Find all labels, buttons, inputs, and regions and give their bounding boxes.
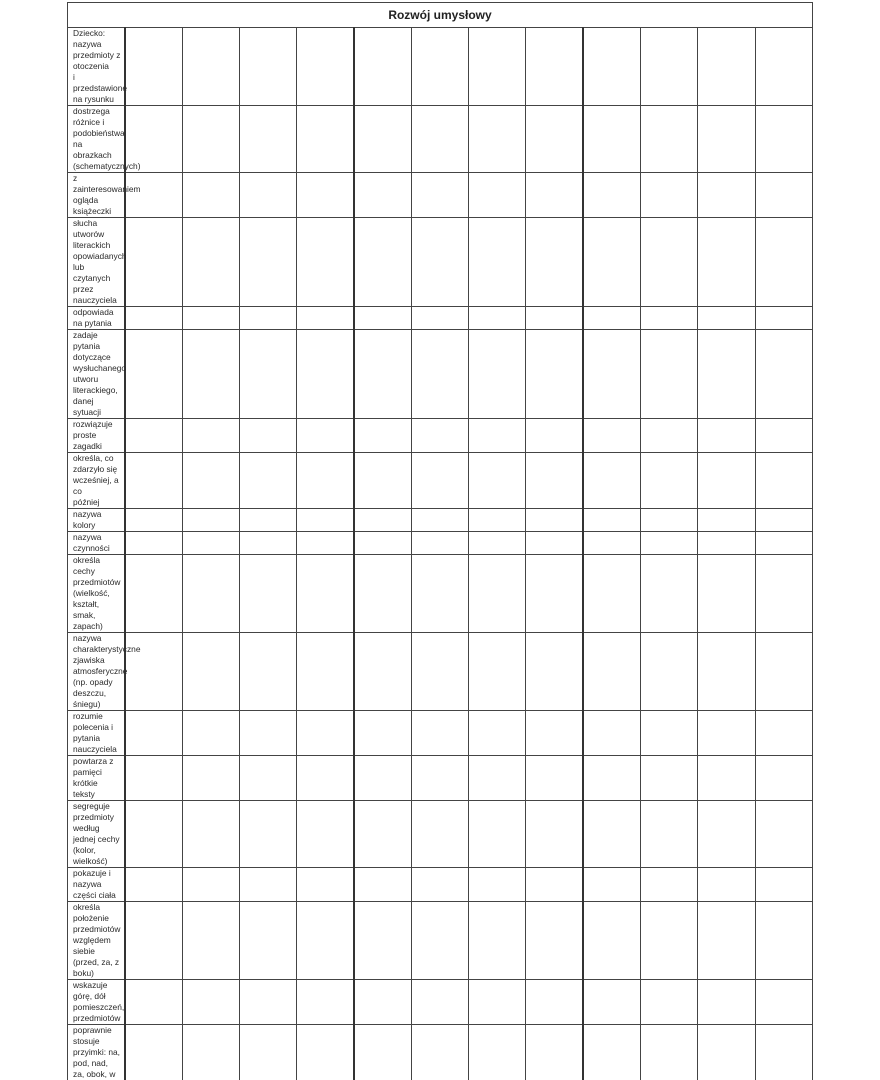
skill-label: określa, co zdarzyło się wcześniej, a co później xyxy=(68,453,125,509)
mark-cell[interactable] xyxy=(182,532,239,555)
mark-cell[interactable] xyxy=(755,868,812,902)
mark-cell[interactable] xyxy=(182,419,239,453)
mark-cell[interactable] xyxy=(640,28,697,106)
mark-cell[interactable] xyxy=(526,532,583,555)
mark-cell[interactable] xyxy=(354,419,411,453)
skill-label: rozumie polecenia i pytania nauczyciela xyxy=(68,711,125,756)
mark-cell[interactable] xyxy=(239,106,296,173)
mark-cell[interactable] xyxy=(411,28,468,106)
table-row xyxy=(68,633,813,711)
mark-cell[interactable] xyxy=(182,307,239,330)
mark-cell[interactable] xyxy=(354,218,411,307)
mark-cell[interactable] xyxy=(698,509,755,532)
mark-cell[interactable] xyxy=(125,307,182,330)
mark-cell[interactable] xyxy=(354,532,411,555)
table-row xyxy=(68,902,813,980)
mark-cell[interactable] xyxy=(354,756,411,801)
mark-cell[interactable] xyxy=(297,509,354,532)
mark-cell[interactable] xyxy=(125,801,182,868)
skill-label: pokazuje i nazywa części ciała xyxy=(68,868,125,902)
mark-cell[interactable] xyxy=(640,1025,697,1080)
mark-cell[interactable] xyxy=(354,106,411,173)
mark-cell[interactable] xyxy=(469,532,526,555)
mark-cell[interactable] xyxy=(125,756,182,801)
mark-cell[interactable] xyxy=(297,419,354,453)
mark-cell[interactable] xyxy=(755,173,812,218)
mark-cell[interactable] xyxy=(469,453,526,509)
mark-cell[interactable] xyxy=(297,902,354,980)
mark-cell[interactable] xyxy=(411,1025,468,1080)
mark-cell[interactable] xyxy=(526,801,583,868)
table-row xyxy=(68,509,813,532)
mark-cell[interactable] xyxy=(698,980,755,1025)
mark-cell[interactable] xyxy=(411,453,468,509)
mark-cell[interactable] xyxy=(583,330,640,419)
skill-label: odpowiada na pytania xyxy=(68,307,125,330)
mark-cell[interactable] xyxy=(239,1025,296,1080)
mark-cell[interactable] xyxy=(411,218,468,307)
mark-cell[interactable] xyxy=(125,633,182,711)
skill-label: nazywa czynności xyxy=(68,532,125,555)
mark-cell[interactable] xyxy=(239,330,296,419)
mark-cell[interactable] xyxy=(125,419,182,453)
mark-cell[interactable] xyxy=(297,633,354,711)
mark-cell[interactable] xyxy=(239,756,296,801)
mark-cell[interactable] xyxy=(698,868,755,902)
mark-cell[interactable] xyxy=(469,711,526,756)
skill-label: nazywa charakterystyczne zjawiska atmosferyczne (np. opady deszczu, śniegu) xyxy=(68,633,125,711)
mark-cell[interactable] xyxy=(755,419,812,453)
mark-cell[interactable] xyxy=(755,330,812,419)
mark-cell[interactable] xyxy=(698,173,755,218)
mark-cell[interactable] xyxy=(698,801,755,868)
mark-cell[interactable] xyxy=(297,532,354,555)
mark-cell[interactable] xyxy=(640,307,697,330)
skill-label: dostrzega różnice i podobieństwa na obrazkach (schematycznych) xyxy=(68,106,125,173)
mark-cell[interactable] xyxy=(297,756,354,801)
mark-cell[interactable] xyxy=(469,218,526,307)
mark-cell[interactable] xyxy=(354,801,411,868)
mark-cell[interactable] xyxy=(354,1025,411,1080)
mark-cell[interactable] xyxy=(469,980,526,1025)
mark-cell[interactable] xyxy=(526,307,583,330)
mark-cell[interactable] xyxy=(182,1025,239,1080)
assessment-sheet xyxy=(67,2,813,1080)
mark-cell[interactable] xyxy=(583,555,640,633)
mark-cell[interactable] xyxy=(640,173,697,218)
mark-cell[interactable] xyxy=(698,555,755,633)
mark-cell[interactable] xyxy=(354,980,411,1025)
mark-cell[interactable] xyxy=(411,633,468,711)
mark-cell[interactable] xyxy=(640,980,697,1025)
mark-cell[interactable] xyxy=(755,1025,812,1080)
mark-cell[interactable] xyxy=(526,868,583,902)
mark-cell[interactable] xyxy=(698,1025,755,1080)
table-row xyxy=(68,756,813,801)
mark-cell[interactable] xyxy=(469,28,526,106)
mark-cell[interactable] xyxy=(182,106,239,173)
mark-cell[interactable] xyxy=(469,801,526,868)
mark-cell[interactable] xyxy=(583,868,640,902)
mark-cell[interactable] xyxy=(239,555,296,633)
mark-cell[interactable] xyxy=(182,509,239,532)
mark-cell[interactable] xyxy=(182,801,239,868)
table-row xyxy=(68,980,813,1025)
mark-cell[interactable] xyxy=(526,555,583,633)
mark-cell[interactable] xyxy=(469,307,526,330)
mark-cell[interactable] xyxy=(239,868,296,902)
mark-cell[interactable] xyxy=(182,633,239,711)
mark-cell[interactable] xyxy=(640,532,697,555)
mark-cell[interactable] xyxy=(640,453,697,509)
mark-cell[interactable] xyxy=(239,509,296,532)
mark-cell[interactable] xyxy=(469,1025,526,1080)
mark-cell[interactable] xyxy=(125,218,182,307)
mark-cell[interactable] xyxy=(755,218,812,307)
mark-cell[interactable] xyxy=(755,106,812,173)
mark-cell[interactable] xyxy=(239,28,296,106)
mark-cell[interactable] xyxy=(526,28,583,106)
mark-cell[interactable] xyxy=(526,1025,583,1080)
mark-cell[interactable] xyxy=(354,555,411,633)
skill-label: segreguje przedmioty według jednej cechy (kolor, wielkość) xyxy=(68,801,125,868)
mark-cell[interactable] xyxy=(583,532,640,555)
mark-cell[interactable] xyxy=(125,902,182,980)
mark-cell[interactable] xyxy=(583,980,640,1025)
mark-cell[interactable] xyxy=(125,509,182,532)
mark-cell[interactable] xyxy=(411,419,468,453)
mark-cell[interactable] xyxy=(583,756,640,801)
mark-cell[interactable] xyxy=(411,330,468,419)
mark-cell[interactable] xyxy=(297,330,354,419)
mark-cell[interactable] xyxy=(297,307,354,330)
mark-cell[interactable] xyxy=(125,711,182,756)
mark-cell[interactable] xyxy=(469,509,526,532)
mark-cell[interactable] xyxy=(125,532,182,555)
skill-label: zadaje pytania dotyczące wysłuchanego utworu literackiego, danej sytuacji xyxy=(68,330,125,419)
mark-cell[interactable] xyxy=(469,868,526,902)
mark-cell[interactable] xyxy=(698,419,755,453)
mark-cell[interactable] xyxy=(698,307,755,330)
mark-cell[interactable] xyxy=(640,106,697,173)
mark-cell[interactable] xyxy=(469,756,526,801)
assessment-table xyxy=(67,2,813,1080)
mark-cell[interactable] xyxy=(182,173,239,218)
table-row xyxy=(68,218,813,307)
mark-cell[interactable] xyxy=(182,218,239,307)
mark-cell[interactable] xyxy=(526,633,583,711)
mark-cell[interactable] xyxy=(698,453,755,509)
mark-cell[interactable] xyxy=(239,173,296,218)
mark-cell[interactable] xyxy=(698,902,755,980)
mark-cell[interactable] xyxy=(411,555,468,633)
mark-cell[interactable] xyxy=(526,509,583,532)
mark-cell[interactable] xyxy=(297,28,354,106)
mark-cell[interactable] xyxy=(297,711,354,756)
mark-cell[interactable] xyxy=(698,711,755,756)
mark-cell[interactable] xyxy=(125,28,182,106)
mark-cell[interactable] xyxy=(526,173,583,218)
mark-cell[interactable] xyxy=(239,218,296,307)
mark-cell[interactable] xyxy=(411,173,468,218)
mark-cell[interactable] xyxy=(755,980,812,1025)
table-row xyxy=(68,1025,813,1080)
mark-cell[interactable] xyxy=(239,711,296,756)
table-row xyxy=(68,173,813,218)
skill-label: określa cechy przedmiotów (wielkość, kształt, smak, zapach) xyxy=(68,555,125,633)
table-body xyxy=(68,28,813,1080)
mark-cell[interactable] xyxy=(297,555,354,633)
skill-label: określa położenie przedmiotów względem siebie (przed, za, z boku) xyxy=(68,902,125,980)
mark-cell[interactable] xyxy=(182,868,239,902)
mark-cell[interactable] xyxy=(297,1025,354,1080)
mark-cell[interactable] xyxy=(583,307,640,330)
mark-cell[interactable] xyxy=(354,868,411,902)
mark-cell[interactable] xyxy=(469,173,526,218)
mark-cell[interactable] xyxy=(297,801,354,868)
mark-cell[interactable] xyxy=(297,173,354,218)
mark-cell[interactable] xyxy=(182,902,239,980)
mark-cell[interactable] xyxy=(182,453,239,509)
mark-cell[interactable] xyxy=(297,980,354,1025)
mark-cell[interactable] xyxy=(698,28,755,106)
mark-cell[interactable] xyxy=(755,711,812,756)
mark-cell[interactable] xyxy=(354,28,411,106)
skill-label: nazywa kolory xyxy=(68,509,125,532)
mark-cell[interactable] xyxy=(125,173,182,218)
mark-cell[interactable] xyxy=(125,453,182,509)
mark-cell[interactable] xyxy=(526,453,583,509)
mark-cell[interactable] xyxy=(640,218,697,307)
mark-cell[interactable] xyxy=(755,453,812,509)
mark-cell[interactable] xyxy=(526,106,583,173)
mark-cell[interactable] xyxy=(526,902,583,980)
mark-cell[interactable] xyxy=(469,902,526,980)
skill-label: słucha utworów literackich opowiadanych lub czytanych przez nauczyciela xyxy=(68,218,125,307)
mark-cell[interactable] xyxy=(583,902,640,980)
mark-cell[interactable] xyxy=(526,218,583,307)
mark-cell[interactable] xyxy=(526,756,583,801)
mark-cell[interactable] xyxy=(640,902,697,980)
mark-cell[interactable] xyxy=(411,711,468,756)
mark-cell[interactable] xyxy=(411,902,468,980)
mark-cell[interactable] xyxy=(583,711,640,756)
mark-cell[interactable] xyxy=(469,633,526,711)
mark-cell[interactable] xyxy=(354,902,411,980)
mark-cell[interactable] xyxy=(698,756,755,801)
mark-cell[interactable] xyxy=(411,106,468,173)
mark-cell[interactable] xyxy=(526,330,583,419)
mark-cell[interactable] xyxy=(469,419,526,453)
skill-label: Dziecko: nazywa przedmioty z otoczenia i przedstawione na rysunku xyxy=(68,28,125,106)
table-row xyxy=(68,453,813,509)
mark-cell[interactable] xyxy=(239,532,296,555)
mark-cell[interactable] xyxy=(755,756,812,801)
mark-cell[interactable] xyxy=(297,106,354,173)
mark-cell[interactable] xyxy=(698,106,755,173)
table-row xyxy=(68,307,813,330)
mark-cell[interactable] xyxy=(755,801,812,868)
mark-cell[interactable] xyxy=(411,801,468,868)
mark-cell[interactable] xyxy=(755,633,812,711)
table-row xyxy=(68,532,813,555)
mark-cell[interactable] xyxy=(583,453,640,509)
mark-cell[interactable] xyxy=(640,756,697,801)
mark-cell[interactable] xyxy=(640,711,697,756)
mark-cell[interactable] xyxy=(182,711,239,756)
mark-cell[interactable] xyxy=(583,106,640,173)
mark-cell[interactable] xyxy=(755,509,812,532)
mark-cell[interactable] xyxy=(583,218,640,307)
mark-cell[interactable] xyxy=(239,980,296,1025)
mark-cell[interactable] xyxy=(239,307,296,330)
mark-cell[interactable] xyxy=(239,801,296,868)
mark-cell[interactable] xyxy=(125,868,182,902)
mark-cell[interactable] xyxy=(640,509,697,532)
mark-cell[interactable] xyxy=(640,555,697,633)
mark-cell[interactable] xyxy=(755,28,812,106)
mark-cell[interactable] xyxy=(526,419,583,453)
mark-cell[interactable] xyxy=(354,509,411,532)
mark-cell[interactable] xyxy=(182,555,239,633)
mark-cell[interactable] xyxy=(354,711,411,756)
mark-cell[interactable] xyxy=(411,756,468,801)
mark-cell[interactable] xyxy=(698,633,755,711)
mark-cell[interactable] xyxy=(411,980,468,1025)
mark-cell[interactable] xyxy=(755,307,812,330)
table-row xyxy=(68,801,813,868)
mark-cell[interactable] xyxy=(640,868,697,902)
table-row xyxy=(68,419,813,453)
mark-cell[interactable] xyxy=(583,801,640,868)
mark-cell[interactable] xyxy=(182,980,239,1025)
mark-cell[interactable] xyxy=(125,980,182,1025)
mark-cell[interactable] xyxy=(583,633,640,711)
mark-cell[interactable] xyxy=(239,453,296,509)
table-row xyxy=(68,555,813,633)
table-row xyxy=(68,330,813,419)
mark-cell[interactable] xyxy=(526,711,583,756)
mark-cell[interactable] xyxy=(354,173,411,218)
mark-cell[interactable] xyxy=(239,419,296,453)
table-row xyxy=(68,106,813,173)
skill-label: poprawnie stosuje przyimki: na, pod, nad, za, obok, w xyxy=(68,1025,125,1080)
mark-cell[interactable] xyxy=(583,1025,640,1080)
mark-cell[interactable] xyxy=(755,902,812,980)
mark-cell[interactable] xyxy=(411,509,468,532)
mark-cell[interactable] xyxy=(297,868,354,902)
mark-cell[interactable] xyxy=(640,633,697,711)
table-row xyxy=(68,868,813,902)
skill-label: powtarza z pamięci krótkie teksty xyxy=(68,756,125,801)
mark-cell[interactable] xyxy=(354,330,411,419)
mark-cell[interactable] xyxy=(182,756,239,801)
mark-cell[interactable] xyxy=(698,532,755,555)
mark-cell[interactable] xyxy=(125,555,182,633)
mark-cell[interactable] xyxy=(583,173,640,218)
mark-cell[interactable] xyxy=(469,555,526,633)
mark-cell[interactable] xyxy=(182,330,239,419)
mark-cell[interactable] xyxy=(239,902,296,980)
mark-cell[interactable] xyxy=(469,106,526,173)
mark-cell[interactable] xyxy=(182,28,239,106)
mark-cell[interactable] xyxy=(411,532,468,555)
mark-cell[interactable] xyxy=(354,633,411,711)
mark-cell[interactable] xyxy=(411,307,468,330)
mark-cell[interactable] xyxy=(411,868,468,902)
table-row xyxy=(68,28,813,106)
mark-cell[interactable] xyxy=(354,453,411,509)
mark-cell[interactable] xyxy=(125,330,182,419)
mark-cell[interactable] xyxy=(469,330,526,419)
mark-cell[interactable] xyxy=(698,330,755,419)
mark-cell[interactable] xyxy=(297,218,354,307)
mark-cell[interactable] xyxy=(583,419,640,453)
table-row xyxy=(68,711,813,756)
mark-cell[interactable] xyxy=(755,532,812,555)
mark-cell[interactable] xyxy=(583,28,640,106)
skill-label: wskazuje górę, dół pomieszczeń, przedmiotów xyxy=(68,980,125,1025)
mark-cell[interactable] xyxy=(640,801,697,868)
mark-cell[interactable] xyxy=(640,419,697,453)
skill-label: rozwiązuje proste zagadki xyxy=(68,419,125,453)
mark-cell[interactable] xyxy=(698,218,755,307)
mark-cell[interactable] xyxy=(526,980,583,1025)
mark-cell[interactable] xyxy=(297,453,354,509)
mark-cell[interactable] xyxy=(125,1025,182,1080)
table-title: Rozwój umysłowy xyxy=(68,3,813,28)
mark-cell[interactable] xyxy=(640,330,697,419)
skill-label: z zainteresowaniem ogląda książeczki xyxy=(68,173,125,218)
mark-cell[interactable] xyxy=(239,633,296,711)
mark-cell[interactable] xyxy=(583,509,640,532)
mark-cell[interactable] xyxy=(755,555,812,633)
mark-cell[interactable] xyxy=(354,307,411,330)
